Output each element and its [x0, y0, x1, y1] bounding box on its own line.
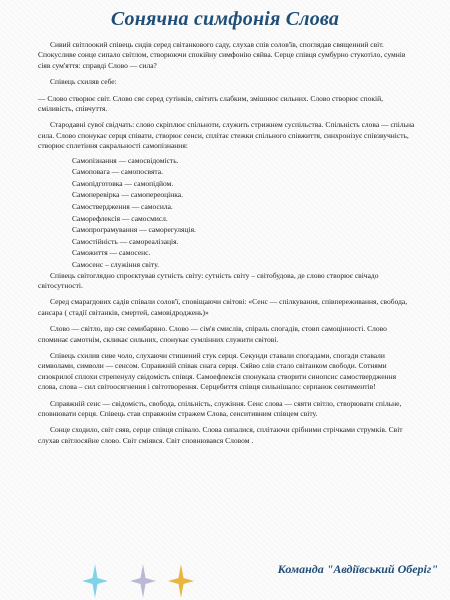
- self-knowledge-list: [38, 155, 416, 271]
- paragraph-intro: Сивий світлоокий співець сидів серед світанкового саду, слухав спів солов'їв, споглядав священний світ. Спокусливе сонце сипало світлом, створюючи спокійну симфонію сяйва. Серце співця сумбурно стукотіло, сумнів сіяв сум'яття: справді Слово — сила?: [38, 40, 406, 70]
- list-item: Самостійність — самореалізація.: [72, 236, 179, 246]
- paragraph-scrolls: Стародавні сувої свідчать: слово скріплює спільноти, служить стрижнем суспільства. Спільність слова — спільна сила. Слово спонукає серця співати, створює сенси, сплітає стежки спільного співжиття, синхронізує співзвучність, створює сплетіння сакральності самопізнання:: [38, 120, 415, 151]
- paragraph-true-meaning: Справжній сенс — свідомість, свобода, спільність, служіння. Сенс слова — сяяти світло, створювати спільне, сповнювати серця. Співець став справжнім стражем Слова, сенситивним співцем світу.: [38, 398, 402, 419]
- paragraph-sunrise: Сонце сходило, світ сяяв, серце співця співало. Слова сипалися, сплітаючи срібними стрічками струмків. Світ слухав світлосяйне слово. Світ сміявся. Світ сповнювався Словом .: [38, 425, 403, 445]
- star-icon: [130, 564, 156, 598]
- list-item: Самоствердження — самосила.: [72, 202, 173, 212]
- team-signature: Команда "Авдіївський Оберіг": [277, 562, 438, 576]
- list-item: Самоперевірка — самопереоцінка.: [72, 190, 183, 200]
- list-item: Самопізнання — самосвідомість.: [72, 155, 179, 165]
- list-item: Самоповага — самопосвята.: [72, 167, 164, 177]
- star-shape: [168, 564, 194, 598]
- list-item: Саморефлексія — самосмисл.: [72, 213, 168, 223]
- list-item: Самопідготовка — самопідйом.: [72, 178, 174, 188]
- list-item: Самопрограмування — саморегуляція.: [72, 225, 196, 235]
- paragraph-word-light: Слово — світло, що сяє семибарвно. Слово — сім'я смислів, спіраль спогадів, стовп самоцінності. Слово споминає самотнім, скликає сильних, спонукає сумлінних служити світові.: [38, 324, 387, 344]
- star-icon: [168, 564, 194, 598]
- star-shape: [82, 564, 108, 598]
- paragraph-heartbeat: Співець схилив сиве чоло, слухаючи стишений стук серця. Секунди ставали спогадами, спогади ставали символами, символи — сенсом. Справжній співак снага серця. Сяйво слів стало світанком свободи. Сотнями сизокрилої сплохи стрепенулу свідомість співця. Самоефлексія спонукала створити синопсис самоствердження слова, слова – сил світоосягнення і світотворення. Серцебиття співця сильнішало: серпанок сентиментів!: [38, 351, 397, 392]
- paragraph-singer-says: Співець схиляв себе:: [50, 77, 117, 87]
- star-shape: [130, 564, 156, 598]
- paragraph-word-creates: — Слово створює світ. Слово сяє серед сутінків, світить слабким, змішнює сильних. Слово створює спокій, сміливість, співчуття.: [38, 93, 383, 114]
- list-item: Самосенс – служіння світу.: [72, 260, 159, 269]
- star-icon: [82, 564, 108, 598]
- page-title: Сонячна симфонія Слова: [110, 8, 340, 30]
- footer: [0, 562, 450, 600]
- list-item: Саможиття — самосенс.: [72, 248, 151, 258]
- paragraph-nightingales: Серед смарагдових садів співали солов'ї, сповіщаючи світові: «Сенс — спілкування, співпереживання, свобода, сансара ( стадії світанків, смертей, самовідроджень)»: [38, 297, 408, 317]
- paragraph-worldview: Співець світоглядно спроєктував сутність світу: сутність світу – світобудова, де слово створює свічадо світосутності.: [38, 270, 379, 290]
- story-body: [38, 40, 416, 446]
